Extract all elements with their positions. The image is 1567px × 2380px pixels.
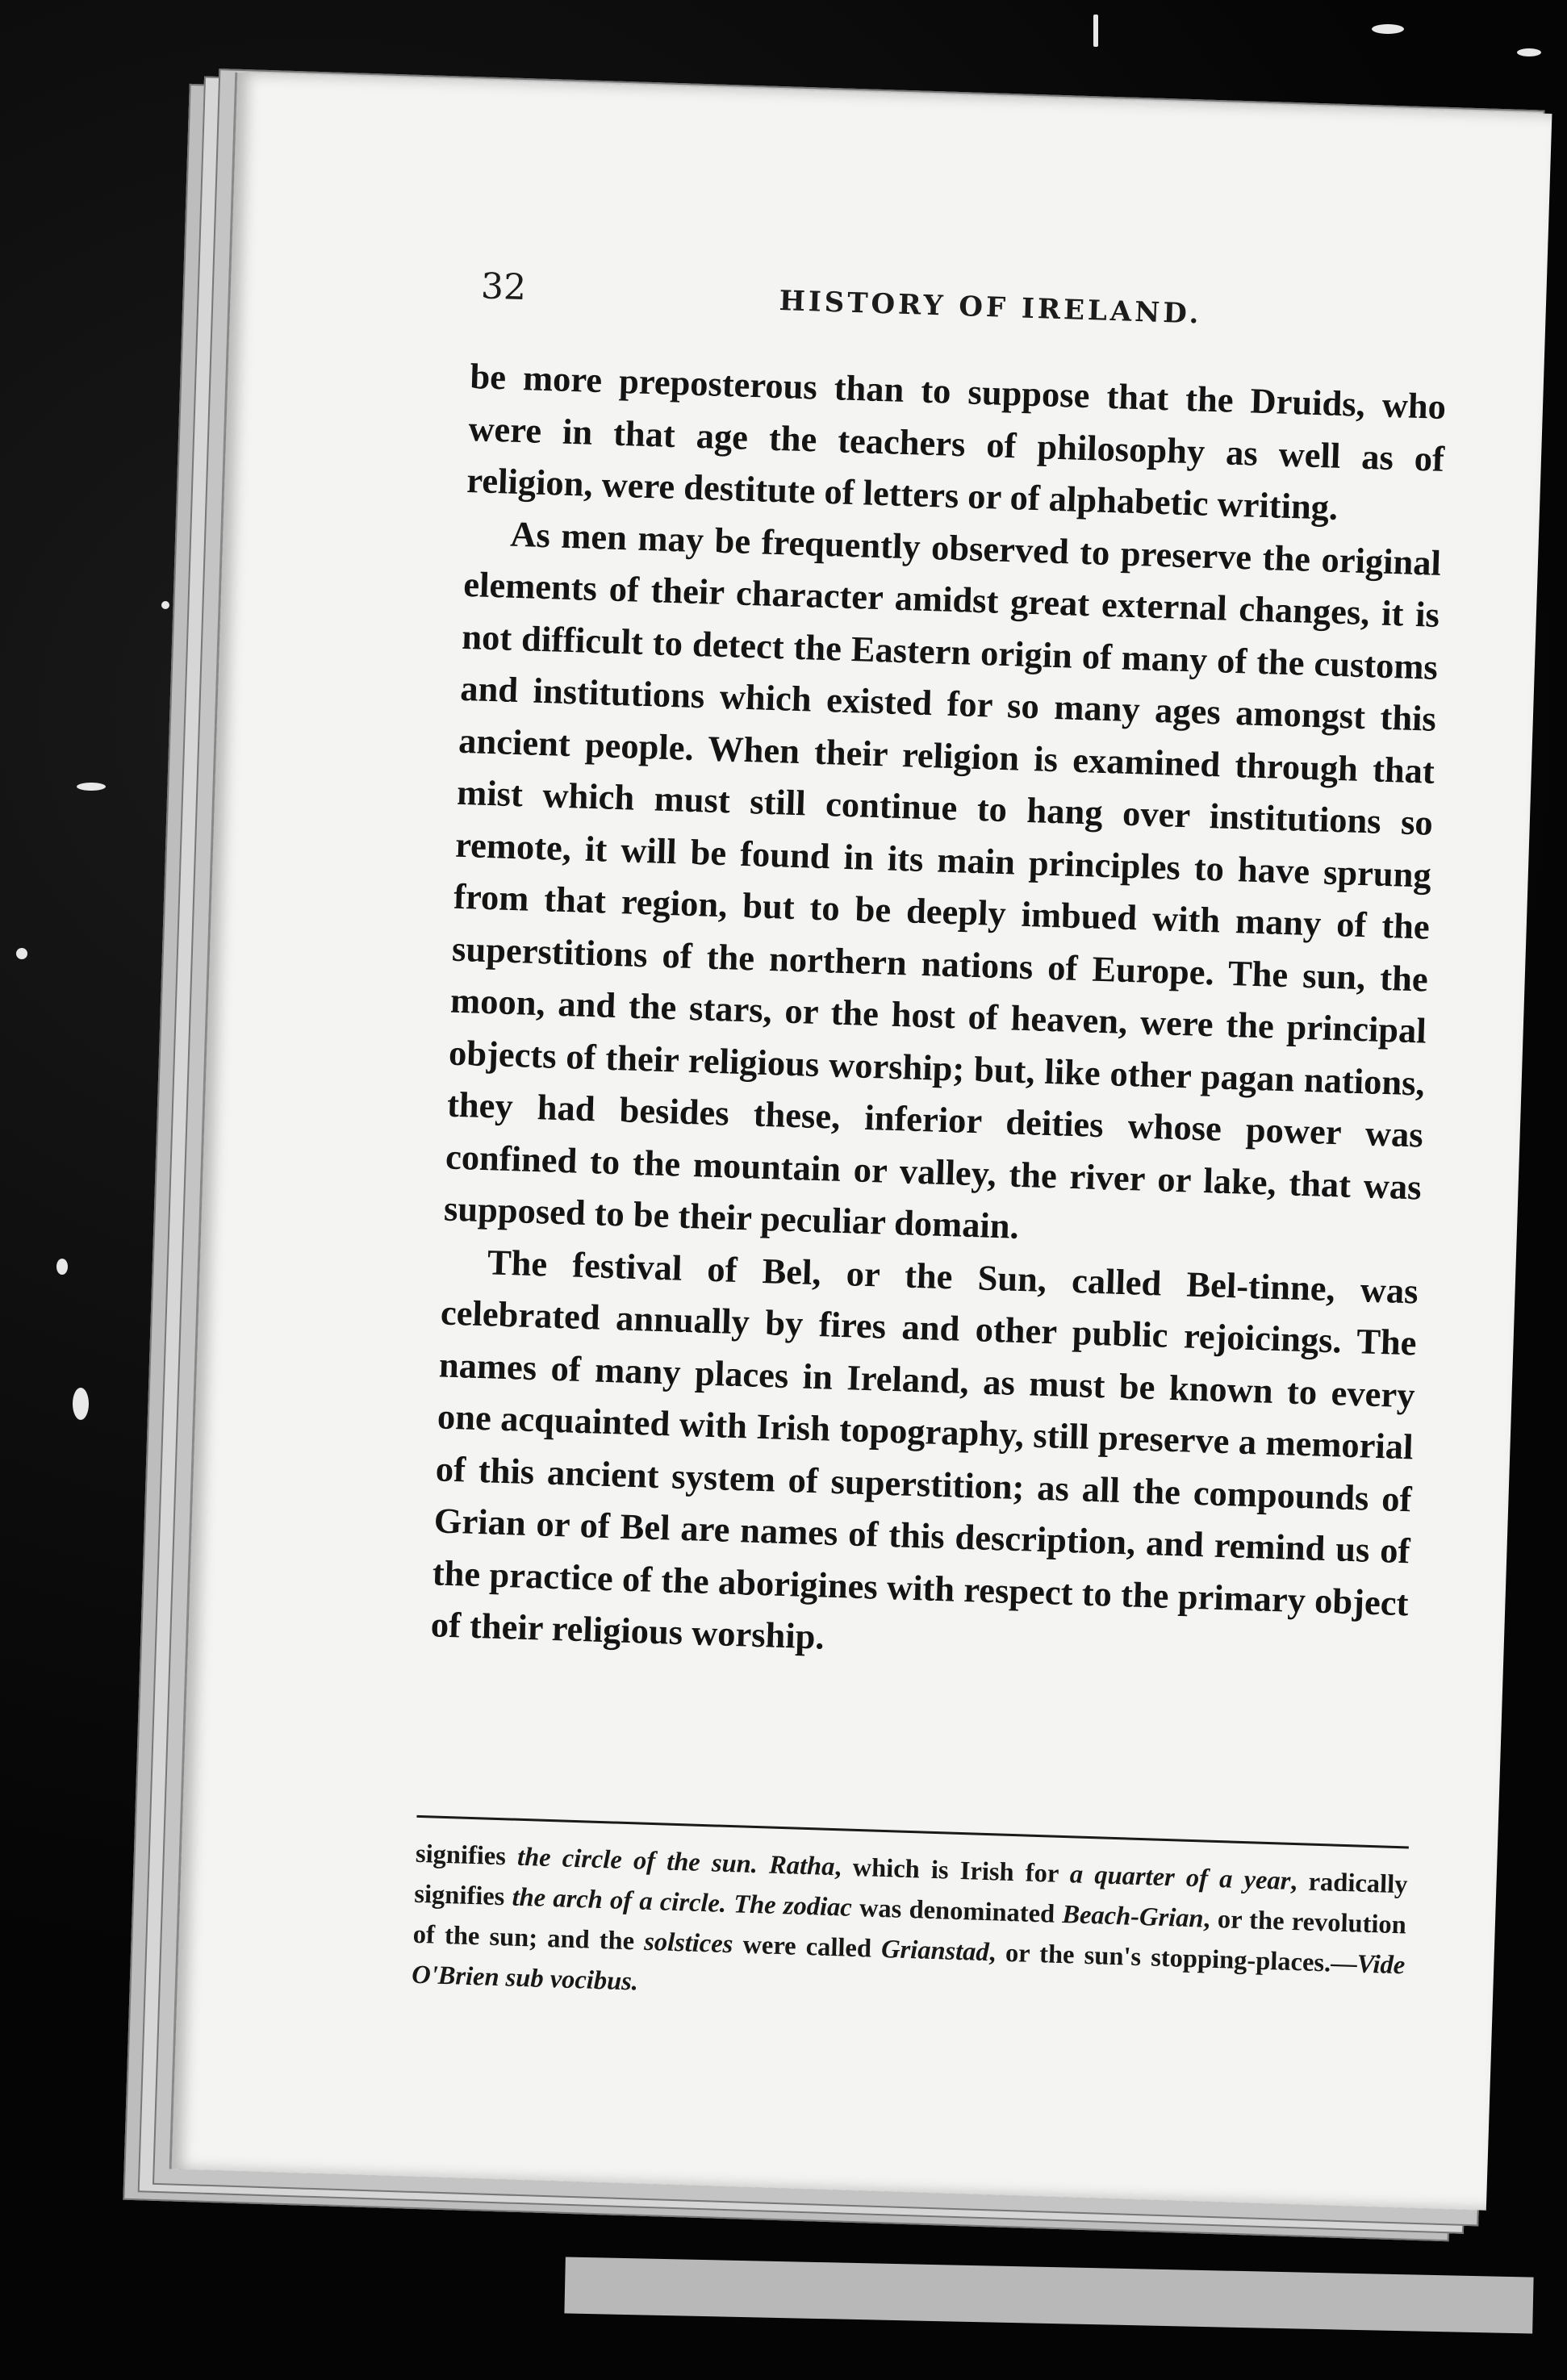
footnote-italic: the circle of the sun. (516, 1842, 758, 1880)
dust-speck (161, 601, 169, 609)
dust-speck (77, 783, 106, 791)
footnote-text: signifies (415, 1839, 518, 1872)
footnote-italic: Beach-Grian (1061, 1900, 1205, 1934)
book-page (169, 73, 1552, 2211)
footnote-italic: Vide O'Brien sub vocibus. (411, 1949, 1406, 1997)
footnote-italic: Grianstad (880, 1934, 990, 1968)
footnote-text: , or the revolution of the sun; and the (412, 1904, 1407, 1956)
dust-speck (56, 1259, 68, 1275)
paragraph: The festival of Bel, or the Sun, called Bel-tinne, was celebrated annually by fires and other public rejoicings. The names of many places in Ireland, as must be known to every one acquainted with Irish topography, still preserve a memorial of this ancient system of superstition; as all the compounds of Grian or of Bel are names of this description, and remind us of the practice of the aborigines with respect to the primary object of their religious worship. (430, 1241, 1419, 1657)
body-text (430, 350, 1447, 1681)
footnote-italic: a quarter of a year (1069, 1860, 1291, 1896)
footnote-text: was denominated (851, 1893, 1063, 1930)
running-head: HISTORY OF IRELAND. (779, 285, 1203, 331)
page-header (480, 265, 1449, 344)
dust-speck (1372, 24, 1404, 34)
footnote-italic: The zodiac (733, 1889, 853, 1923)
footnote-text: , radically signifies (413, 1866, 1408, 1912)
book-page-stack (123, 68, 1528, 2247)
dust-speck (73, 1388, 89, 1420)
footnote-italic: Ratha (768, 1850, 835, 1882)
footnote-italic: the arch of a circle. (512, 1882, 727, 1919)
footnote-text: were called (732, 1930, 882, 1964)
dust-speck (1517, 48, 1541, 56)
paragraph: As men may be frequently observed to preserve the original elements of their character amidst great external changes, it is not difficult to detect the Eastern origin of many of the customs and institutions which existed for so many ages amongst this ancient people. When their religion is examined through that mist which must still continue to hang over institutions so remote, it will be found in its main principles to have sprung from that region, but to be deeply imbued with many of the superstitions of the northern nations of Europe. The sun, the moon, and the stars, or the host of heaven, were the principal objects of their religious worship; but, like other pagan nations, they had besides these, inferior deities whose power was confined to the mountain or valley, the river or lake, that was supposed to be their peculiar domain. (443, 513, 1442, 1246)
footnote-text: , which is Irish for (834, 1852, 1071, 1889)
footnote-text: , or the sun's stopping-places.— (988, 1938, 1358, 1979)
page-number: 32 (480, 265, 527, 309)
paragraph: be more preposterous than to suppose that the Druids, who were in that age the teachers of philosophy as well as of religion, were destitute of letters or of alphabetic writing. (466, 356, 1447, 528)
footnote (412, 1834, 1409, 2027)
footnote-italic: solstices (643, 1927, 733, 1960)
dust-speck (16, 948, 27, 959)
dust-speck (1093, 15, 1098, 47)
